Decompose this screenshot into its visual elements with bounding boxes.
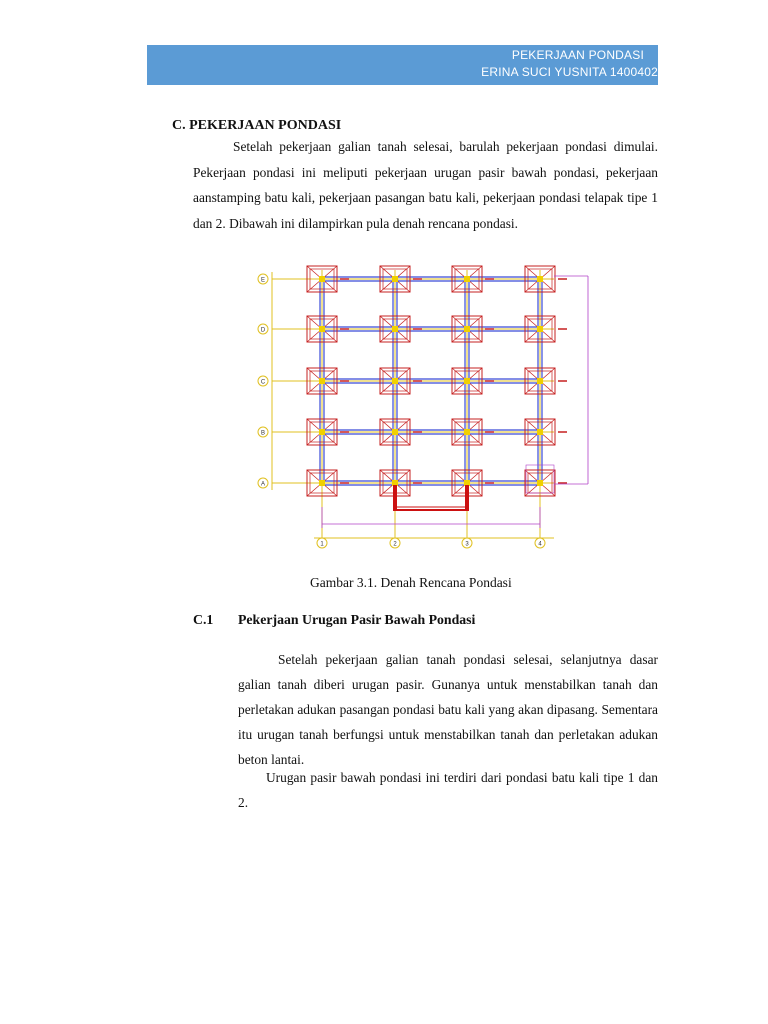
section-paragraph-text: Setelah pekerjaan galian tanah selesai, barulah pekerjaan pondasi dimulai. Pekerjaan pondasi ini meliputi pekerjaan urugan pasir bawah pondasi, pekerjaan aanstamping batu kali, pekerjaan pasangan batu kali, pekerjaan pondasi telapak tipe 1 dan 2. Dibawah ini dilampirkan pula denah rencana pondasi. <box>193 139 658 231</box>
column-node <box>319 276 325 282</box>
column-node <box>319 378 325 384</box>
column-node <box>392 276 398 282</box>
column-node <box>319 429 325 435</box>
column-node <box>464 276 470 282</box>
subsection-number: C.1 <box>193 612 214 627</box>
column-node <box>392 326 398 332</box>
column-node <box>464 326 470 332</box>
column-node <box>537 429 543 435</box>
section-paragraph <box>193 134 658 236</box>
subsection-paragraph-1 <box>238 647 658 772</box>
column-axis-label: 2 <box>393 541 397 548</box>
column-node <box>319 480 325 486</box>
column-node <box>392 429 398 435</box>
row-axis-label: B <box>260 430 266 437</box>
column-node <box>464 378 470 384</box>
subsection-paragraph-2 <box>238 765 658 815</box>
column-axis-label: 3 <box>465 541 469 548</box>
column-node <box>392 378 398 384</box>
column-node <box>537 326 543 332</box>
page-header <box>147 45 658 85</box>
header-author: ERINA SUCI YUSNITA 1400402 <box>481 65 658 79</box>
row-axis-label: A <box>260 481 266 488</box>
foundation-plan-drawing <box>254 262 598 552</box>
figure-caption: Gambar 3.1. Denah Rencana Pondasi <box>310 575 512 590</box>
column-axis-label: 4 <box>538 541 542 548</box>
column-axis-label: 1 <box>320 541 324 548</box>
subsection-paragraph-2-text: Urugan pasir bawah pondasi ini terdiri dari pondasi batu kali tipe 1 dan 2. <box>238 770 658 810</box>
subsection-paragraph-1-text: Setelah pekerjaan galian tanah pondasi selesai, selanjutnya dasar galian tanah diberi urugan pasir. Gunanya untuk menstabilkan tanah dan perletakan adukan pasangan pondasi batu kali yang akan dipasang. Sementara itu urugan tanah berfungsi untuk menstabilkan tanah dan perletakan adukan beton lantai. <box>238 652 658 767</box>
column-node <box>537 276 543 282</box>
row-axis-label: C <box>260 379 266 386</box>
header-title: PEKERJAAN PONDASI <box>511 48 644 62</box>
column-node <box>319 326 325 332</box>
row-axis-label: E <box>260 277 266 284</box>
section-title: C. PEKERJAAN PONDASI <box>172 118 342 133</box>
column-node <box>464 429 470 435</box>
subsection-title: Pekerjaan Urugan Pasir Bawah Pondasi <box>238 612 476 627</box>
column-node <box>537 480 543 486</box>
row-axis-label: D <box>260 327 266 334</box>
column-node <box>537 378 543 384</box>
